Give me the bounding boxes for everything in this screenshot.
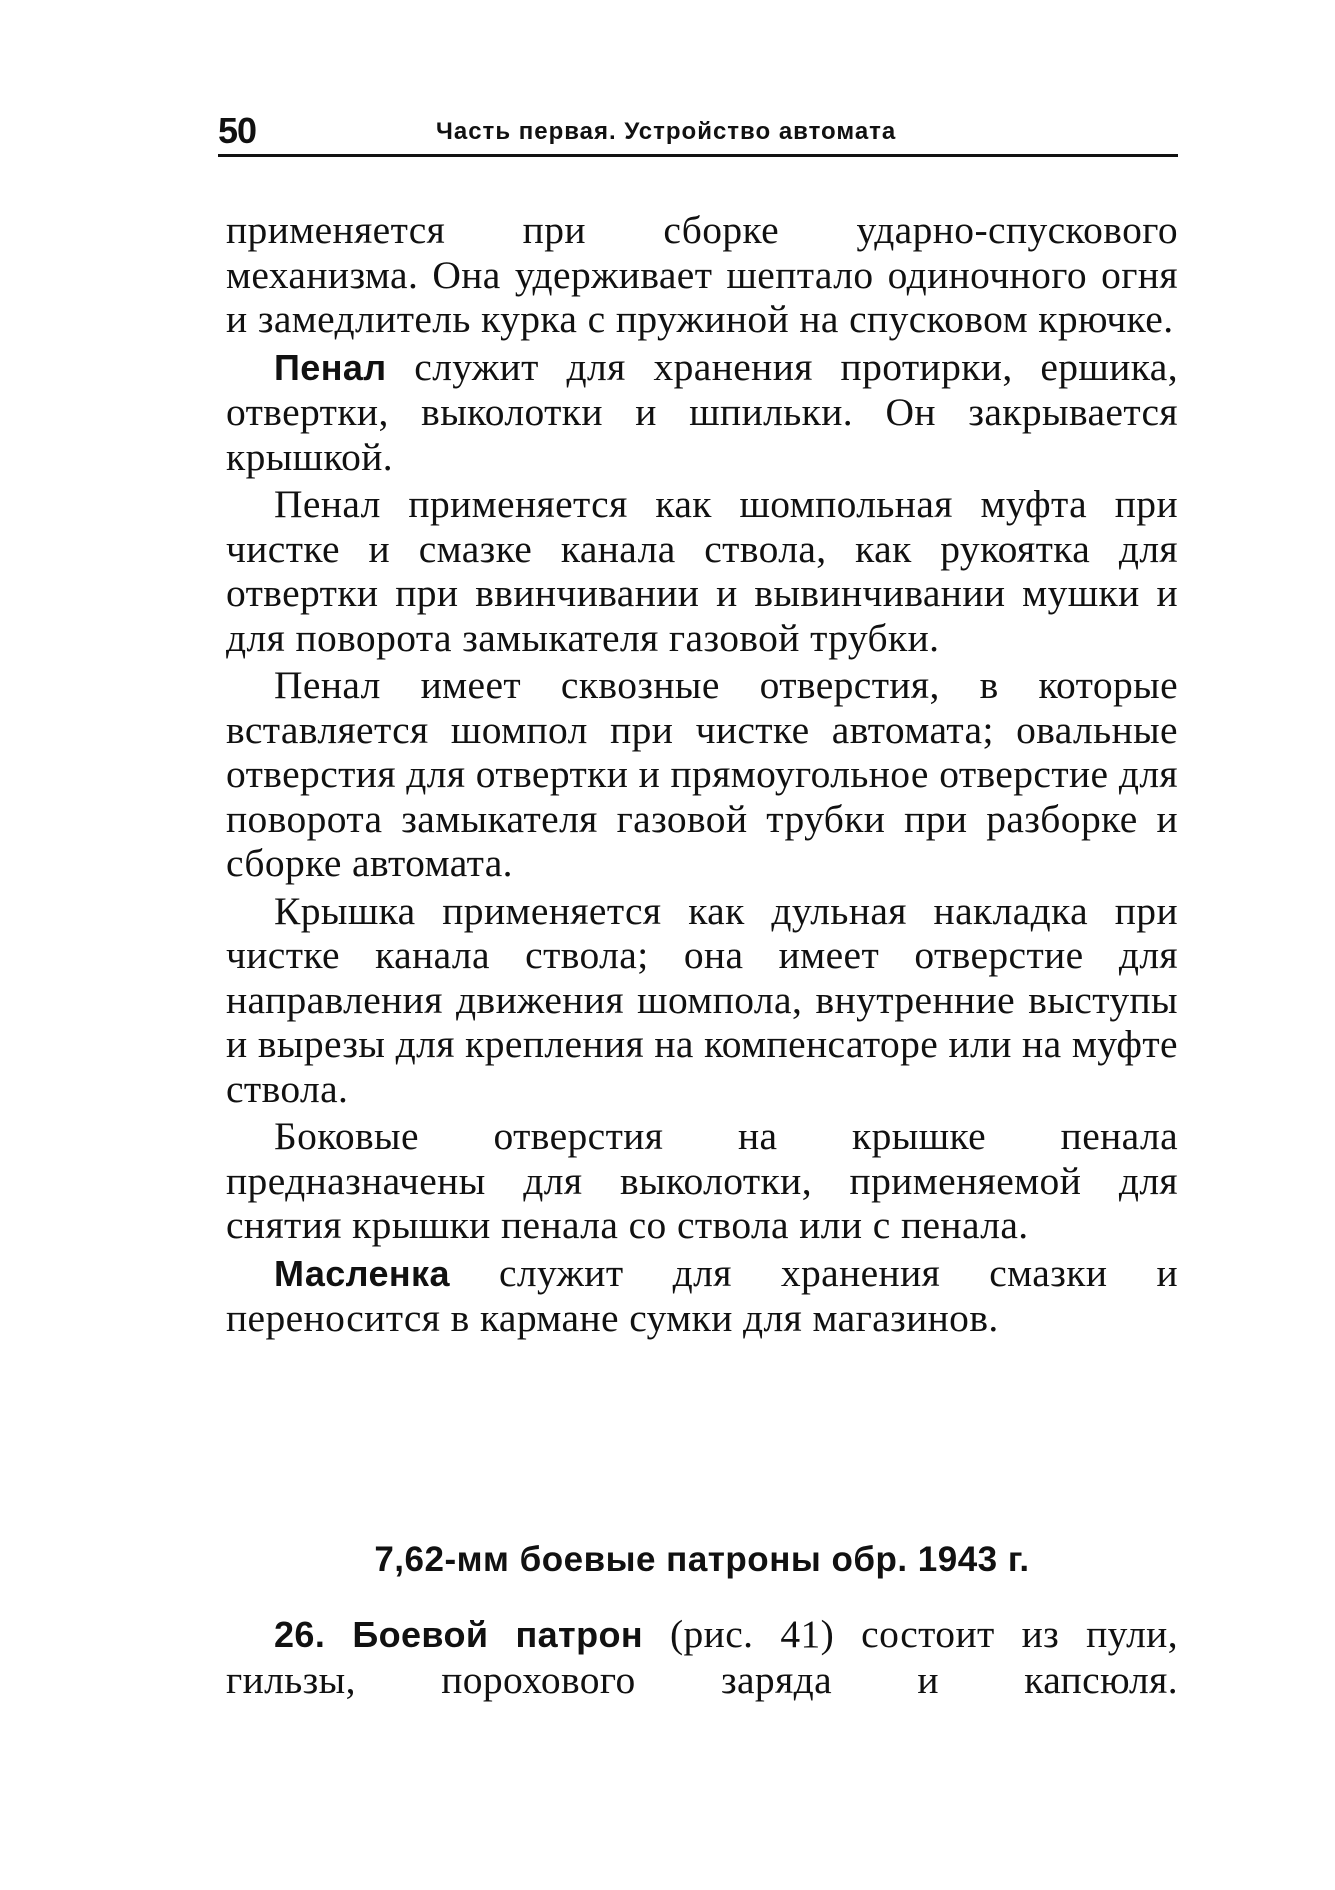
paragraph-text: служит для хранения смазки и переносится в кармане сумки для магазинов. — [226, 1250, 1178, 1340]
paragraph-text: Пенал имеет сквозные отверстия, в которые вставляется шомпол при чистке автомата; овальные отверстия для отвертки и прямоугольное отверстие для поворота замыкателя газовой трубки при разборке и сборке автомата. — [226, 663, 1178, 885]
paragraph — [226, 208, 1178, 342]
paragraph — [226, 889, 1178, 1112]
page-header — [218, 104, 1178, 157]
paragraph — [226, 1251, 1178, 1341]
paragraph — [226, 663, 1178, 886]
paragraph-text: (рис. 41) состоит из пули, гильзы, порохового заряда и капсюля. — [226, 1612, 1178, 1702]
section-heading: 7,62-мм боевые патроны обр. 1943 г. — [374, 1540, 1030, 1579]
running-head: Часть первая. Устройство автомата — [436, 118, 897, 145]
body-text — [226, 208, 1178, 1341]
paragraph-text: служит для хранения протирки, ершика, отвертки, выколотки и шпильки. Он закрывается крышкой. — [226, 344, 1178, 479]
paragraph — [226, 345, 1178, 480]
paragraph-text: Боковые отверстия на крышке пенала предназначены для выколотки, применяемой для снятия крышки пенала со ствола или с пенала. — [226, 1114, 1178, 1247]
paragraph — [226, 482, 1178, 660]
paragraph — [226, 1612, 1178, 1702]
paragraph-text: Крышка применяется как дульная накладка при чистке канала ствола; она имеет отверстие для направления движения шомпола, внутренние выступы и вырезы для крепления на компенсаторе или на муфте ствола. — [226, 888, 1178, 1111]
paragraph — [226, 1114, 1178, 1248]
paragraph-lead-term: 26. Боевой патрон — [274, 1614, 643, 1655]
section-body — [226, 1612, 1178, 1702]
paragraph-text: Пенал применяется как шомпольная муфта при чистке и смазке канала ствола, как рукоятка для отвертки при ввинчивании и вывинчивании мушки и для поворота замыкателя газовой трубки. — [226, 482, 1178, 660]
paragraph-text: применяется при сборке ударно-спускового механизма. Она удерживает шептало одиночного огня и замедлитель курка с пружиной на спусковом крючке. — [226, 208, 1178, 341]
page-number: 50 — [218, 110, 257, 151]
paragraph-lead-term: Пенал — [274, 346, 387, 388]
paragraph-lead-term: Масленка — [274, 1252, 450, 1294]
